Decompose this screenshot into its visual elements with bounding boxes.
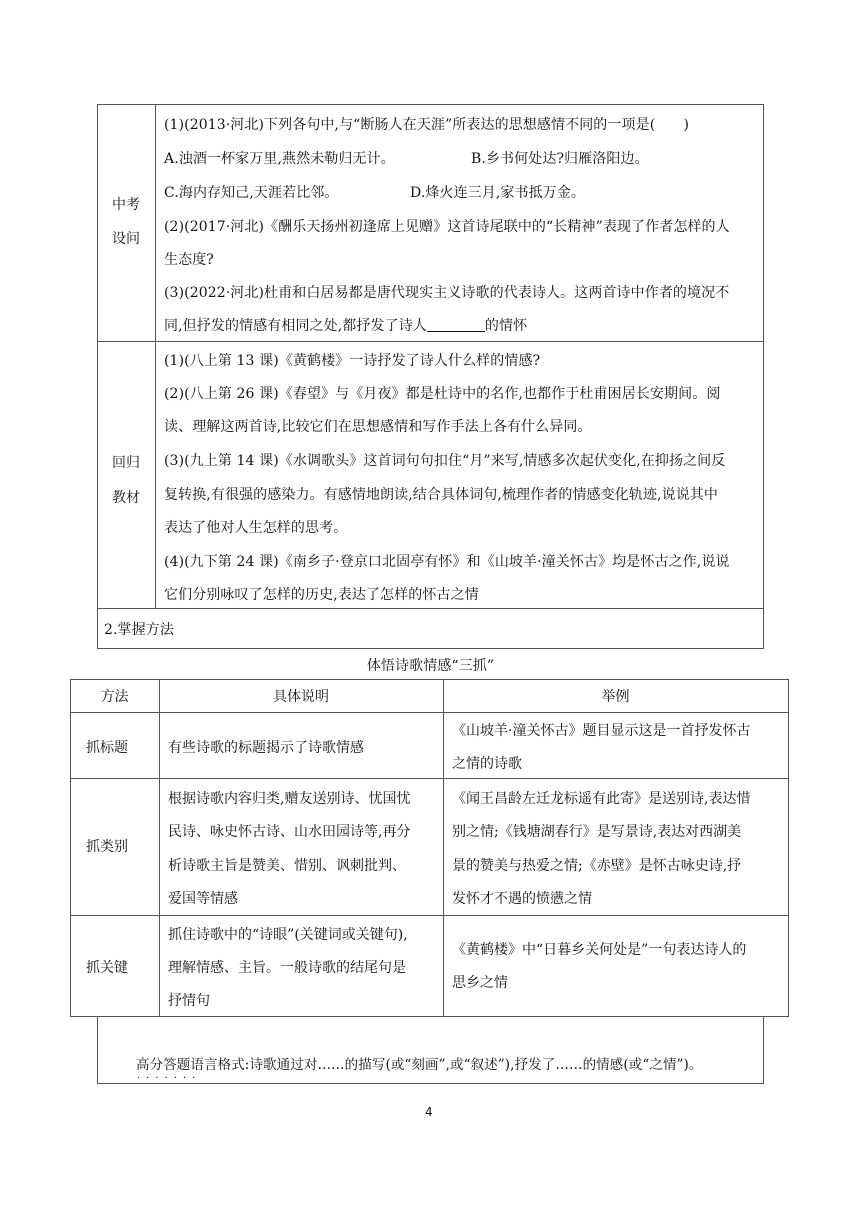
question-text: 同,但抒发的情感有相同之处,都抒发了诗人 xyxy=(164,318,427,334)
section-title: 2.掌握方法 xyxy=(104,622,174,638)
frame-right-lower xyxy=(763,1016,764,1084)
row-label-huigui-1: 回归 xyxy=(112,455,140,471)
method-table-right xyxy=(788,679,789,1017)
method-desc: 理解情感、主旨。一般诗歌的结尾句是 xyxy=(168,960,406,976)
method-name: 抓标题 xyxy=(86,740,128,756)
row-label-zhongkao-1: 中考 xyxy=(112,197,140,213)
question-line: 它们分别咏叹了怎样的历史,表达了怎样的怀古之情 xyxy=(164,587,479,603)
header-method: 方法 xyxy=(100,689,129,705)
answer-blank xyxy=(427,331,485,332)
question-text: 的情怀 xyxy=(484,318,528,334)
row-divider xyxy=(97,648,764,649)
question-line: 复转换,有很强的感染力。有感情地朗读,结合具体词句,梳理作者的情感变化轨迹,说说其中 xyxy=(164,487,718,503)
method-col-divider xyxy=(443,679,444,1017)
option-b: B.乡书何处达?归雁洛阳边。 xyxy=(471,151,649,167)
method-example: 《黄鹤楼》中“日暮乡关何处是”一句表达诗人的 xyxy=(452,942,747,958)
method-desc: 有些诗歌的标题揭示了诗歌情感 xyxy=(168,740,364,756)
question-line: (3)(2022·河北)杜甫和白居易都是唐代现实主义诗歌的代表诗人。这两首诗中作者的境况不 xyxy=(164,285,730,301)
header-example: 举例 xyxy=(601,689,630,705)
option-d: D.烽火连三月,家书抵万金。 xyxy=(410,185,586,201)
method-table-top xyxy=(70,679,789,680)
method-desc: 民诗、咏史怀古诗、山水田园诗等,再分 xyxy=(168,824,411,840)
question-line: (4)(九下第 24 课)《南乡子·登京口北固亭有怀》和《山坡羊·潼关怀古》均是怀古之作,说说 xyxy=(164,554,730,570)
method-example: 《闻王昌龄左迁龙标遥有此寄》是送别诗,表达惜 xyxy=(452,791,751,807)
table-border-left xyxy=(97,104,98,649)
method-col-divider xyxy=(159,679,160,1017)
answer-format: 高分答题语言格式:诗歌通过对……的描写(或“刻画”,或“叙述”),抒发了……的情感(或“之情”)。 xyxy=(136,1057,703,1073)
method-desc: 爱国等情感 xyxy=(168,891,238,907)
method-row-divider xyxy=(70,915,789,916)
header-description: 具体说明 xyxy=(273,689,329,705)
option-c: C.海内存知己,天涯若比邻。 xyxy=(164,185,339,201)
question-line-with-blank xyxy=(164,315,527,335)
method-desc: 析诗歌主旨是赞美、惜别、讽刺批判、 xyxy=(168,858,406,874)
table-border-right xyxy=(763,104,764,649)
option-a: A.浊酒一杯家万里,燕然未勒归无计。 xyxy=(164,151,395,167)
method-table-header-bottom xyxy=(70,712,789,713)
emphasis-dots: ······· xyxy=(137,1073,202,1084)
question-line: (3)(九上第 14 课)《水调歌头》这首词句句扣住“月”来写,情感多次起伏变化,在抑扬之间反 xyxy=(164,453,726,469)
question-line: (1)(2013·河北)下列各句中,与“断肠人在天涯”所表达的思想感情不同的一项是( ) xyxy=(164,117,690,133)
question-line: 表达了他对人生怎样的思考。 xyxy=(164,520,348,536)
method-name: 抓类别 xyxy=(86,839,128,855)
method-table-bottom xyxy=(70,1016,789,1017)
method-table-caption: 体悟诗歌情感“三抓” xyxy=(366,658,495,674)
question-line: 生态度? xyxy=(164,252,214,268)
method-example: 之情的诗歌 xyxy=(452,756,522,772)
row-divider xyxy=(97,608,764,609)
method-example: 思乡之情 xyxy=(452,975,508,991)
method-name: 抓关键 xyxy=(86,960,128,976)
method-example: 景的赞美与热爱之情;《赤壁》是怀古咏史诗,抒 xyxy=(452,858,742,874)
method-table-left xyxy=(70,679,71,1017)
question-line: (2)(2017·河北)《酬乐天扬州初逢席上见赠》这首诗尾联中的“长精神”表现了作者怎样的人 xyxy=(164,219,730,235)
method-desc: 抒情句 xyxy=(168,993,210,1009)
row-label-huigui-2: 教材 xyxy=(112,490,140,506)
question-line: (2)(八上第 26 课)《春望》与《月夜》都是杜诗中的名作,也都作于杜甫困居长安期间。阅 xyxy=(164,386,721,402)
frame-left-lower xyxy=(97,1016,98,1084)
method-desc: 抓住诗歌中的“诗眼”(关键词或关键句), xyxy=(168,927,408,943)
page-number: 4 xyxy=(425,1105,433,1119)
question-line: 读、理解这两首诗,比较它们在思想感情和写作手法上各有什么异同。 xyxy=(164,419,592,435)
method-example: 《山坡羊·潼关怀古》题目显示这是一首抒发怀古 xyxy=(452,723,751,739)
method-row-divider xyxy=(70,778,789,779)
table-border-top xyxy=(97,104,764,105)
method-example: 别之情;《钱塘湖春行》是写景诗,表达对西湖美 xyxy=(452,824,742,840)
row-divider xyxy=(97,341,764,342)
method-example: 发怀才不遇的愤懑之情 xyxy=(452,891,592,907)
row-label-zhongkao-2: 设问 xyxy=(112,231,140,247)
question-line: (1)(八上第 13 课)《黄鹤楼》一诗抒发了诗人什么样的情感? xyxy=(164,353,541,369)
method-desc: 根据诗歌内容归类,赠友送别诗、忧国忧 xyxy=(168,791,411,807)
table-divider xyxy=(155,104,156,608)
